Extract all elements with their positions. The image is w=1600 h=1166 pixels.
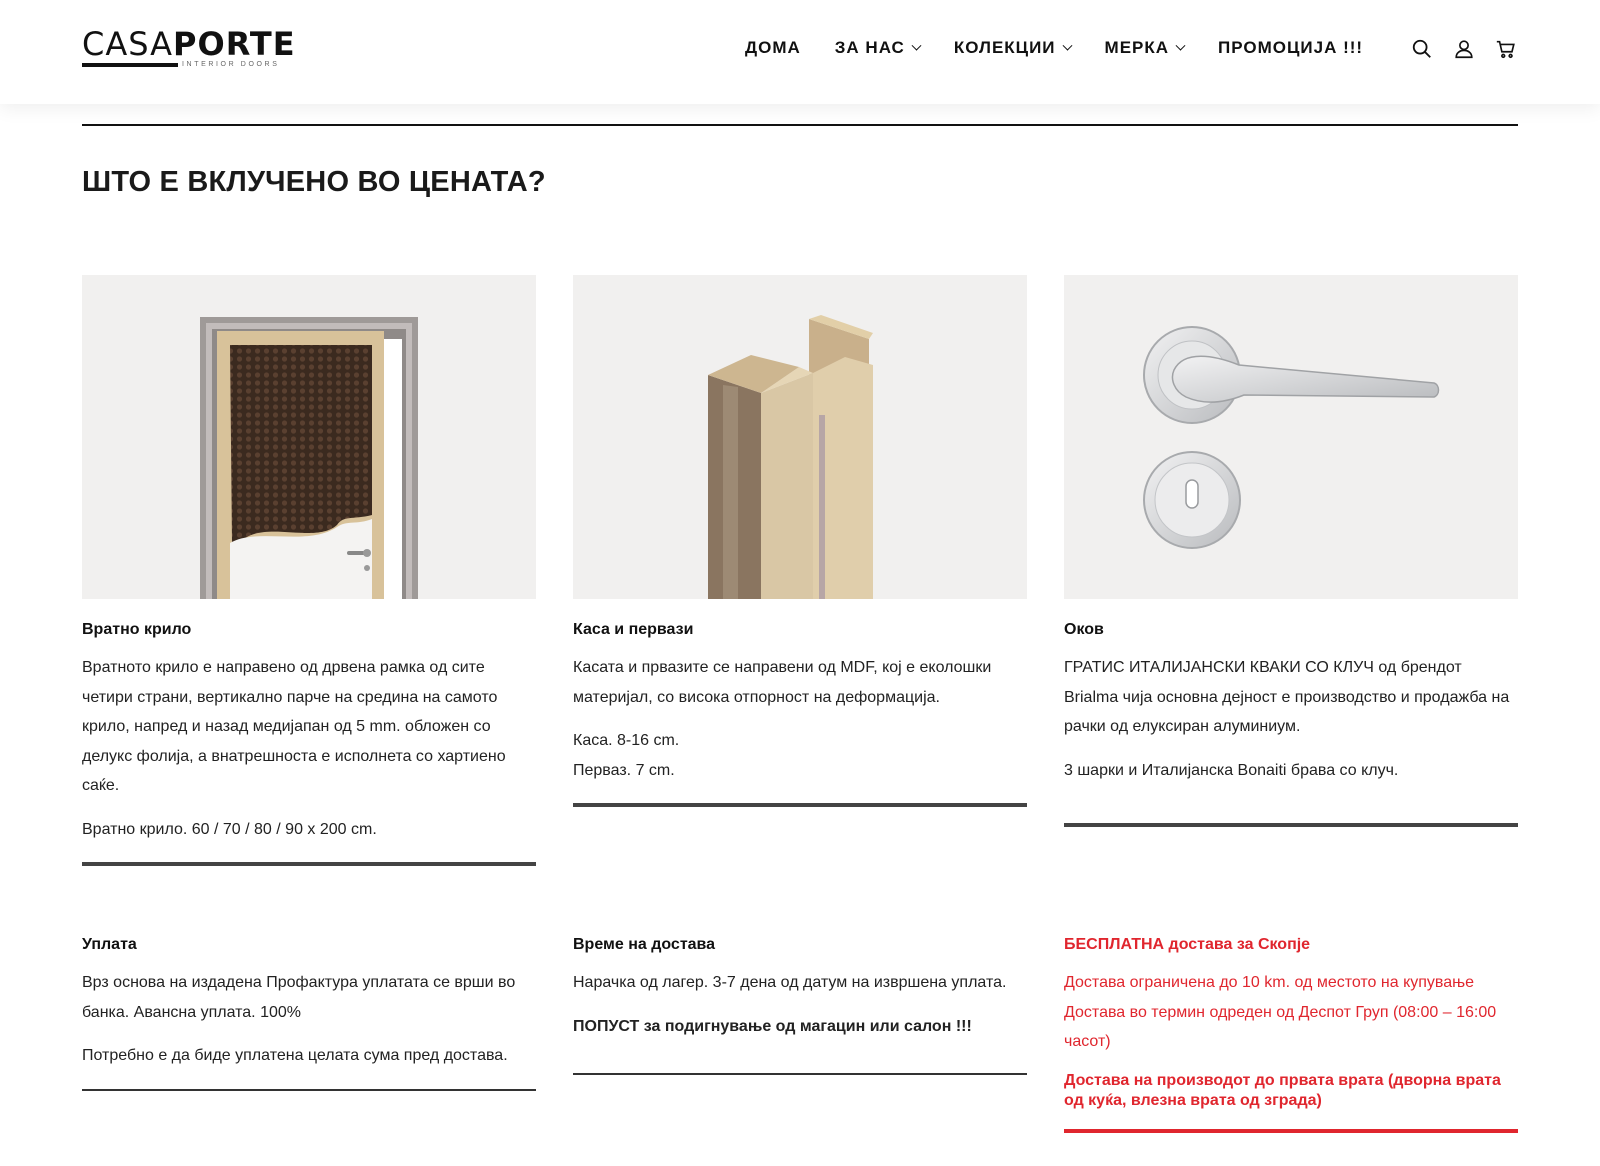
site-header — [0, 0, 1600, 104]
door-leaf-image — [82, 275, 536, 599]
card-divider — [82, 862, 536, 866]
card-door-leaf — [82, 275, 536, 866]
nav-label: ПРОМОЦИЈА !!! — [1218, 38, 1364, 57]
section-divider — [82, 124, 1518, 126]
card-paragraph: Каса. 8-16 cm. — [573, 732, 680, 749]
main-nav — [745, 38, 1363, 58]
page-title: ШТО Е ВКЛУЧЕНО ВО ЦЕНАТА? — [82, 166, 546, 198]
info-divider — [1064, 1129, 1518, 1133]
card-paragraph: Перваз. 7 cm. — [573, 761, 675, 779]
card-text — [1064, 653, 1518, 785]
card-paragraph: 3 шарки и Италијанска Bonaiti брава со клуч. — [1064, 761, 1399, 779]
chevron-down-icon — [1176, 40, 1186, 50]
nav-item-about[interactable] — [835, 38, 920, 58]
header-icons — [1411, 38, 1517, 60]
card-paragraph: Вратното крило е направено од дрвена рамка од сите четири страни, вертикално парче на средина на самото крило, напред и назад медијапан од 5 mm. обложен со делукс фолија, а внатрешноста е исполнета со хартиено саќе. — [82, 659, 506, 794]
info-divider — [573, 1073, 1027, 1075]
card-text — [82, 653, 536, 844]
logo-underline — [82, 63, 178, 67]
chevron-down-icon — [911, 40, 921, 50]
card-title: Каса и первази — [573, 621, 694, 638]
search-icon[interactable] — [1411, 38, 1433, 60]
card-paragraph: ГРАТИС ИТАЛИЈАНСКИ КВАКИ СО КЛУЧ од брендот Brialma чија основна дејност е производство и продажба на рачки од елуксиран алуминиум. — [1064, 659, 1510, 735]
card-divider — [1064, 823, 1518, 827]
info-paragraph: Врз основа на издадена Профактура уплатата се врши во банка. Авансна уплата. 100% — [82, 974, 516, 1021]
nav-label: ЗА НАС — [834, 38, 905, 57]
card-text — [573, 653, 1027, 785]
logo-light-text: CASA — [82, 25, 174, 63]
hardware-image — [1064, 275, 1518, 599]
cart-icon[interactable] — [1495, 38, 1517, 60]
nav-item-promotion[interactable] — [1218, 38, 1363, 58]
info-delivery-time — [573, 936, 1027, 1075]
card-paragraph: Касата и првазите се направени од MDF, кој е еколошки материјал, со висока отпорност на деформација. — [573, 659, 992, 706]
logo-bold-text: PORTE — [173, 25, 296, 63]
info-payment — [82, 936, 536, 1091]
info-paragraph: Нарачка од лагер. 3-7 дена од датум на извршена уплата. — [573, 974, 1007, 991]
card-divider — [573, 803, 1027, 807]
card-frame-casings — [573, 275, 1027, 807]
card-title: Вратно крило — [82, 621, 192, 638]
card-hardware — [1064, 275, 1518, 827]
nav-label: ДОМА — [745, 38, 801, 57]
logo-tagline: INTERIOR DOORS — [182, 61, 280, 68]
info-text — [1064, 968, 1518, 1111]
nav-item-measure[interactable] — [1105, 38, 1185, 58]
info-title: БЕСПЛАТНА достава за Скопје — [1064, 936, 1311, 953]
info-title: Уплата — [82, 936, 137, 953]
info-text — [573, 968, 1027, 1041]
info-paragraph-emphasis: Достава на производот до првата врата (дворна врата од куќа, влезна врата од зграда) — [1064, 1071, 1501, 1109]
info-divider — [82, 1089, 536, 1091]
brand-logo[interactable] — [82, 25, 302, 72]
frame-casings-image — [573, 275, 1027, 599]
chevron-down-icon — [1062, 40, 1072, 50]
user-icon[interactable] — [1453, 38, 1475, 60]
nav-item-collections[interactable] — [954, 38, 1071, 58]
nav-item-home[interactable] — [745, 38, 801, 58]
card-paragraph: Вратно крило. 60 / 70 / 80 / 90 x 200 cm. — [82, 820, 377, 838]
info-text — [82, 968, 536, 1071]
info-paragraph: Достава ограничена до 10 km. од местото на купување — [1064, 974, 1475, 991]
info-paragraph: Потребно е да биде уплатена целата сума пред достава. — [82, 1047, 508, 1064]
nav-label: МЕРКА — [1104, 38, 1170, 57]
info-paragraph-emphasis: ПОПУСТ за подигнување од магацин или салон !!! — [573, 1017, 972, 1035]
info-paragraph: Достава во термин одреден од Деспот Груп (08:00 – 16:00 часот) — [1064, 1003, 1497, 1050]
nav-label: КОЛЕКЦИИ — [953, 38, 1056, 57]
logo-wordmark — [82, 25, 302, 63]
card-title: Оков — [1064, 621, 1104, 638]
info-free-delivery — [1064, 936, 1518, 1133]
info-title: Време на достава — [573, 936, 716, 953]
